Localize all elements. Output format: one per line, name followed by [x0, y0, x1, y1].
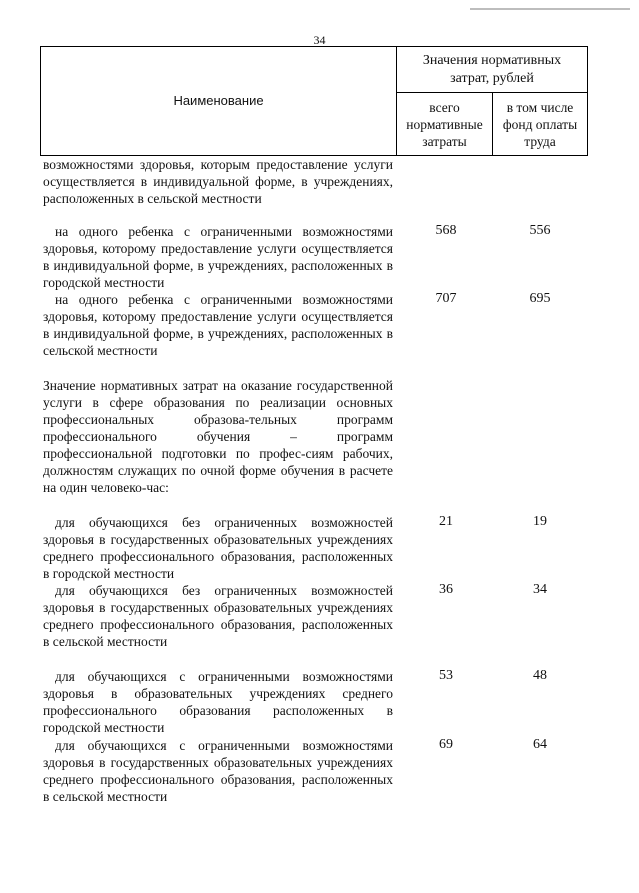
- fund-value: 556: [529, 223, 551, 238]
- table-row-text: на одного ребенка с ограниченными возможностями здоровья, которому предоставление услуги осуществляется в индивидуальной форме, в учреждениях, расположенных в городской местности: [43, 224, 393, 290]
- table-row-text: для обучающихся с ограниченными возможностями здоровья в образовательных учреждениях среднего профессионального образования расположенных в городской местности: [43, 669, 393, 735]
- fund-column-header: в том числе фонд оплаты труда: [502, 99, 578, 149]
- section-description: Значение нормативных затрат на оказание государственной услуги в сфере образования по реализации основных профессиональных образова-тельных программ профессионального обучения – программ профессиональной подготовки по профес-сиям рабочих, должностям служащих по очной форме обучения в расчете на один человеко-час:: [43, 378, 393, 495]
- total-value: 21: [439, 514, 453, 529]
- total-value: 53: [439, 668, 453, 683]
- table-row-text: для обучающихся с ограниченными возможностями здоровья в государственных образовательных учреждениях среднего профессионального образования, расположенных в сельской местности: [43, 738, 393, 804]
- total-value: 707: [435, 291, 457, 306]
- fund-value: 34: [533, 582, 547, 597]
- scan-artifact-line: [470, 8, 630, 10]
- fund-value: 19: [533, 514, 547, 529]
- total-value: 568: [435, 223, 457, 238]
- page-number: 34: [313, 33, 326, 47]
- fund-value: 64: [533, 737, 547, 752]
- table-row-text: для обучающихся без ограниченных возможностей здоровья в государственных образовательных учреждениях среднего профессионального образования, расположенных в городской местности: [43, 515, 393, 581]
- table-header: [40, 46, 588, 156]
- values-column-group: [397, 47, 587, 155]
- total-value: 69: [439, 737, 453, 752]
- name-column-label: Наименование: [173, 93, 264, 108]
- values-group-header: Значения нормативных затрат, рублей: [397, 47, 587, 93]
- table-row-text: на одного ребенка с ограниченными возможностями здоровья, которому предоставление услуги осуществляется в индивидуальной форме, в учреждениях, расположенных в сельской местности: [43, 292, 393, 358]
- table-row-text: возможностями здоровья, которым предоставление услуги осуществляется в индивидуальной форме, в учреждениях, расположенных в сельской местности: [43, 157, 393, 206]
- total-column-header: всего нормативные затраты: [397, 93, 493, 155]
- total-value: 36: [439, 582, 453, 597]
- name-column-header: [41, 47, 397, 155]
- fund-value: 48: [533, 668, 547, 683]
- fund-value: 695: [529, 291, 551, 306]
- table-row-text: для обучающихся без ограниченных возможностей здоровья в государственных образовательных учреждениях среднего профессионального образования, расположенных в сельской местности: [43, 583, 393, 649]
